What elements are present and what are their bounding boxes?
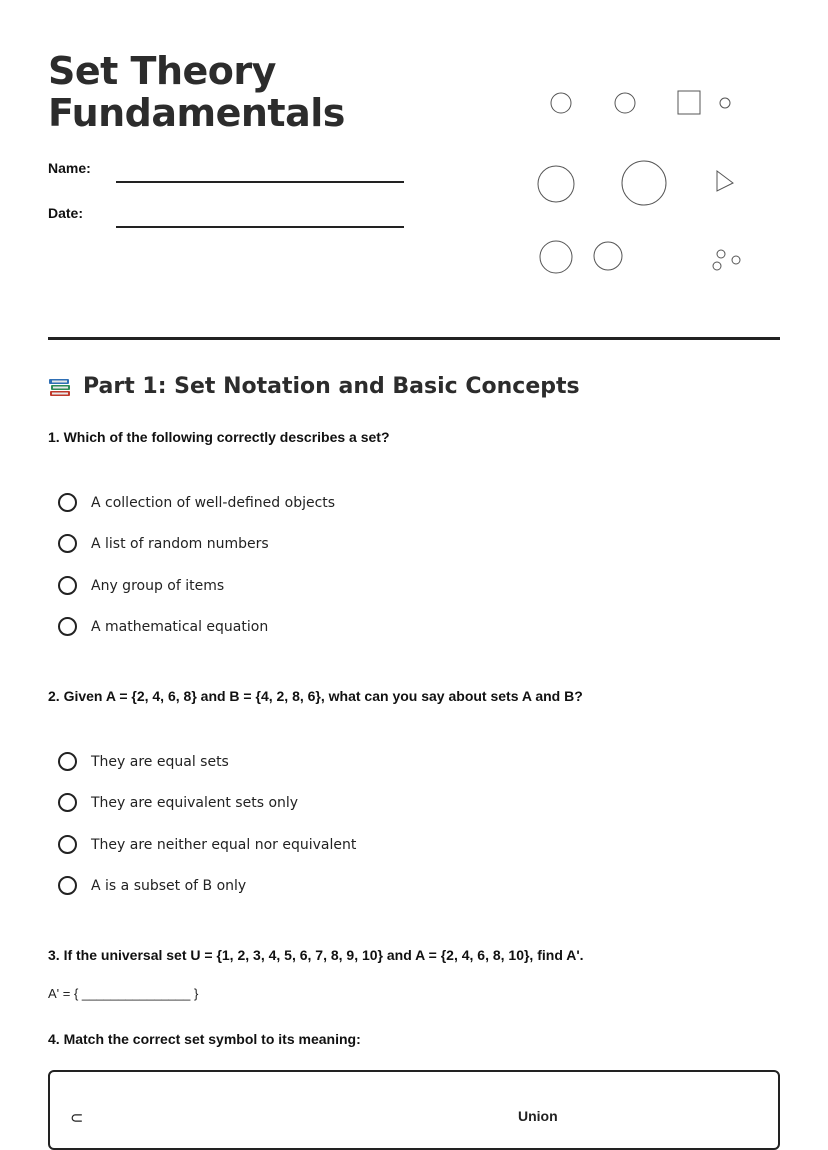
name-label: Name:	[48, 160, 91, 176]
circle-icon	[622, 161, 666, 205]
title-line-1: Set Theory	[48, 49, 276, 93]
radio-button[interactable]	[58, 534, 77, 553]
triangle-icon	[717, 171, 733, 191]
radio-button[interactable]	[58, 617, 77, 636]
question-3: 3. If the universal set U = {1, 2, 3, 4, 5, 6, 7, 8, 9, 10} and A = {2, 4, 6, 8, 10}, find A'.	[48, 947, 584, 963]
q2-option-3[interactable]	[58, 835, 356, 854]
q3-answer-field[interactable]: A' = { _______________ }	[48, 986, 199, 1001]
question-2: 2. Given A = {2, 4, 6, 8} and B = {4, 2, 8, 6}, what can you say about sets A and B?	[48, 688, 583, 704]
circle-icon	[551, 93, 571, 113]
radio-button[interactable]	[58, 876, 77, 895]
part-1-heading-text: Part 1: Set Notation and Basic Concepts	[83, 374, 580, 399]
q1-option-2[interactable]	[58, 534, 269, 553]
q2-option-4[interactable]	[58, 876, 246, 895]
circle-icon	[713, 262, 721, 270]
option-label: They are equal sets	[91, 753, 229, 770]
decorative-shapes	[520, 70, 780, 290]
radio-button[interactable]	[58, 493, 77, 512]
radio-button[interactable]	[58, 752, 77, 771]
circle-icon	[732, 256, 740, 264]
q1-option-4[interactable]	[58, 617, 268, 636]
q1-option-3[interactable]	[58, 576, 224, 595]
option-label: A list of random numbers	[91, 535, 269, 552]
date-label: Date:	[48, 205, 84, 221]
radio-button[interactable]	[58, 793, 77, 812]
circle-icon	[594, 242, 622, 270]
radio-button[interactable]	[58, 576, 77, 595]
option-label: A mathematical equation	[91, 618, 269, 635]
circle-icon	[615, 93, 635, 113]
match-table	[48, 1070, 780, 1150]
circle-icon	[717, 250, 725, 258]
q1-option-1[interactable]	[58, 493, 335, 512]
part-1-heading	[48, 374, 580, 399]
circle-icon	[540, 241, 572, 273]
question-4: 4. Match the correct set symbol to its meaning:	[48, 1031, 361, 1047]
option-label: A is a subset of B only	[91, 877, 247, 894]
q2-option-1[interactable]	[58, 752, 229, 771]
option-label: They are equivalent sets only	[91, 794, 299, 811]
square-icon	[678, 91, 700, 114]
circle-icon	[720, 98, 730, 108]
books-icon	[48, 375, 72, 399]
option-label: A collection of well-defined objects	[91, 494, 336, 511]
radio-button[interactable]	[58, 835, 77, 854]
circle-icon	[538, 166, 574, 202]
title-line-2: Fundamentals	[48, 91, 345, 135]
match-symbol: ⊂	[70, 1110, 84, 1127]
page-title	[48, 50, 345, 134]
option-label: Any group of items	[91, 577, 225, 594]
date-field[interactable]	[116, 226, 404, 228]
q2-option-2[interactable]	[58, 793, 298, 812]
match-meaning: Union	[518, 1108, 558, 1124]
name-field[interactable]	[116, 181, 404, 183]
option-label: They are neither equal nor equivalent	[91, 836, 357, 853]
question-1: 1. Which of the following correctly describes a set?	[48, 429, 390, 445]
section-divider	[48, 337, 780, 340]
